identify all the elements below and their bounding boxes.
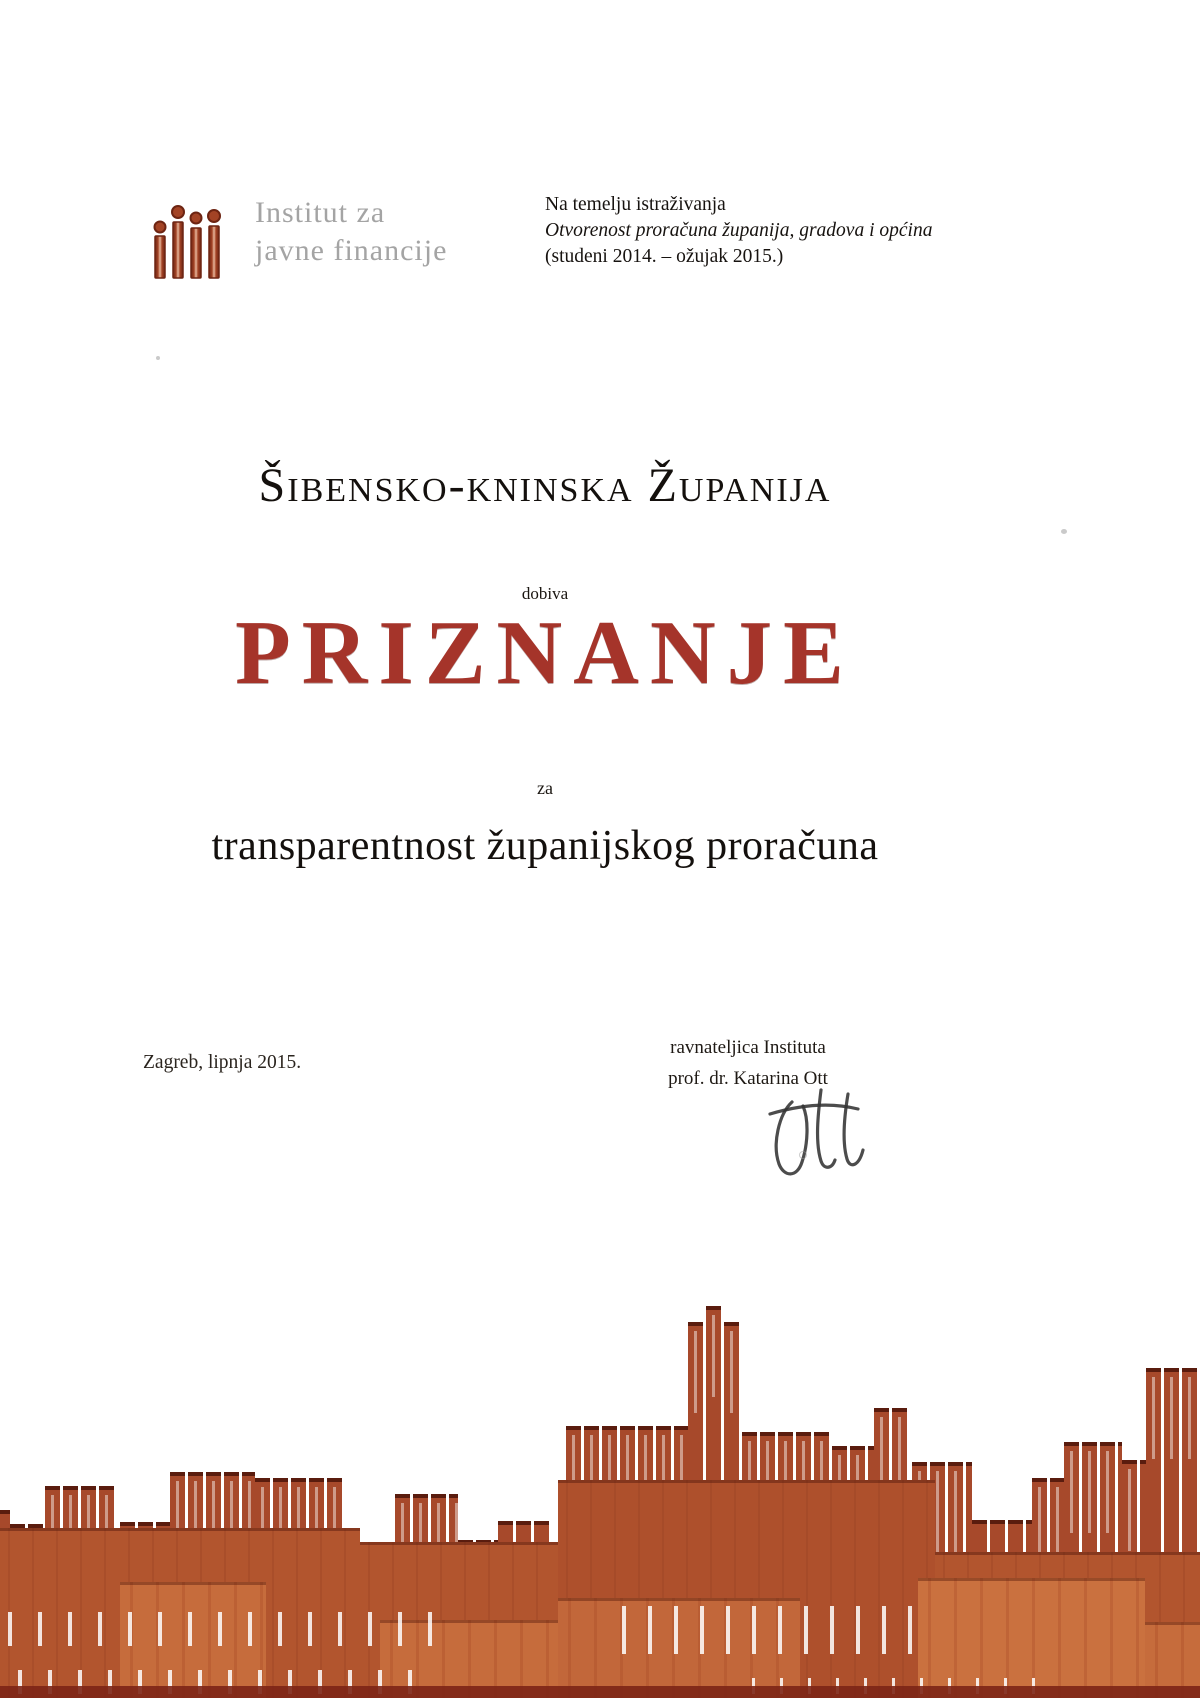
place-date: Zagreb, lipnja 2015. (143, 1052, 302, 1073)
institute-name-line2: javne financije (255, 234, 448, 267)
research-note-line1: Na temelju istraživanja (545, 194, 726, 215)
recipient-name: Šibensko-kninska Županija (258, 459, 832, 512)
scan-speck (799, 1151, 807, 1159)
za-label: za (537, 778, 553, 798)
signature-icon (758, 1082, 878, 1197)
bar-chart-skyline-decoration (0, 1198, 1200, 1698)
research-note-period: (studeni 2014. – ožujak 2015.) (545, 246, 784, 267)
scan-speck (1061, 529, 1067, 534)
scan-speck (156, 356, 160, 360)
logo-bars-icon (153, 200, 223, 280)
award-title: PRIZNANJE (235, 602, 855, 703)
signer-role: ravnateljica Instituta (670, 1037, 826, 1058)
award-purpose: transparentnost županijskog proračuna (211, 823, 879, 869)
signer-name: prof. dr. Katarina Ott (668, 1068, 828, 1089)
institute-logo (153, 200, 223, 280)
handwritten-signature (758, 1082, 878, 1197)
institute-name-line1: Institut za (255, 196, 386, 229)
dobiva-label: dobiva (521, 584, 569, 603)
research-note-title: Otvorenost proračuna županija, gradova i općina (545, 220, 933, 241)
institute-name (255, 194, 447, 270)
research-note (545, 192, 932, 270)
